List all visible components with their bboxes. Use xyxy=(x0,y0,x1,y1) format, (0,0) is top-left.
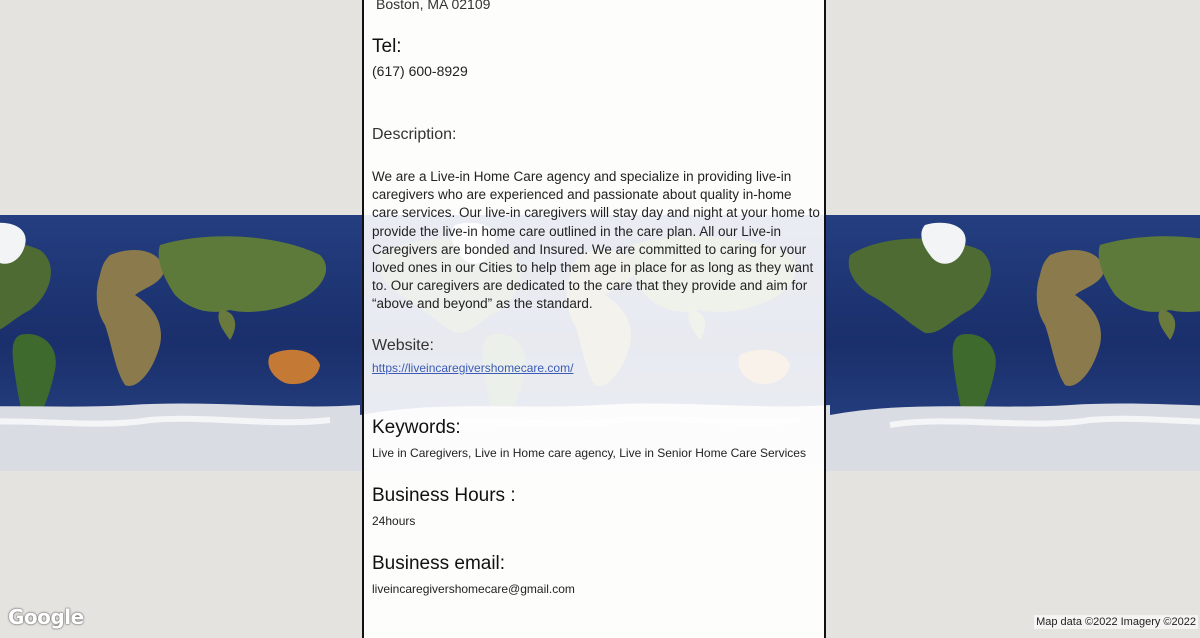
google-logo-text: Google xyxy=(8,605,84,629)
tel-label: Tel: xyxy=(372,36,402,57)
description-text: We are a Live-in Home Care agency and specialize in providing live-in caregivers who are experienced and passionate about quality in-home care services. Our live-in caregivers will stay day and night at your home to provide the live-in home care outlined in the care plan. All our Live-in Caregivers are bonded and Insured. We are committed to caring for your loved ones in our Cities to help them age in place for as long as they want to. Our caregivers are dedicated to the care that they provide and aim for “above and beyond” as the standard. xyxy=(372,169,820,312)
listing-panel xyxy=(362,0,826,638)
description-label: Description: xyxy=(372,126,457,143)
website-link[interactable]: https://liveincaregivershomecare.com/ xyxy=(372,361,574,375)
website-label: Website: xyxy=(372,337,434,354)
keywords-value: Live in Caregivers, Live in Home care agency, Live in Senior Home Care Services xyxy=(372,446,806,460)
google-logo[interactable] xyxy=(8,605,84,629)
map-attribution[interactable]: Map data ©2022 Imagery ©2022 xyxy=(1036,616,1196,628)
keywords-label: Keywords: xyxy=(372,417,461,438)
business-hours-label: Business Hours : xyxy=(372,485,516,506)
business-hours-value: 24hours xyxy=(372,514,416,528)
tel-value: (617) 600-8929 xyxy=(372,63,468,79)
business-email-label: Business email: xyxy=(372,553,506,574)
business-email-value: liveincaregivershomecare@gmail.com xyxy=(372,582,575,596)
address-text: Boston, MA 02109 xyxy=(376,0,491,12)
